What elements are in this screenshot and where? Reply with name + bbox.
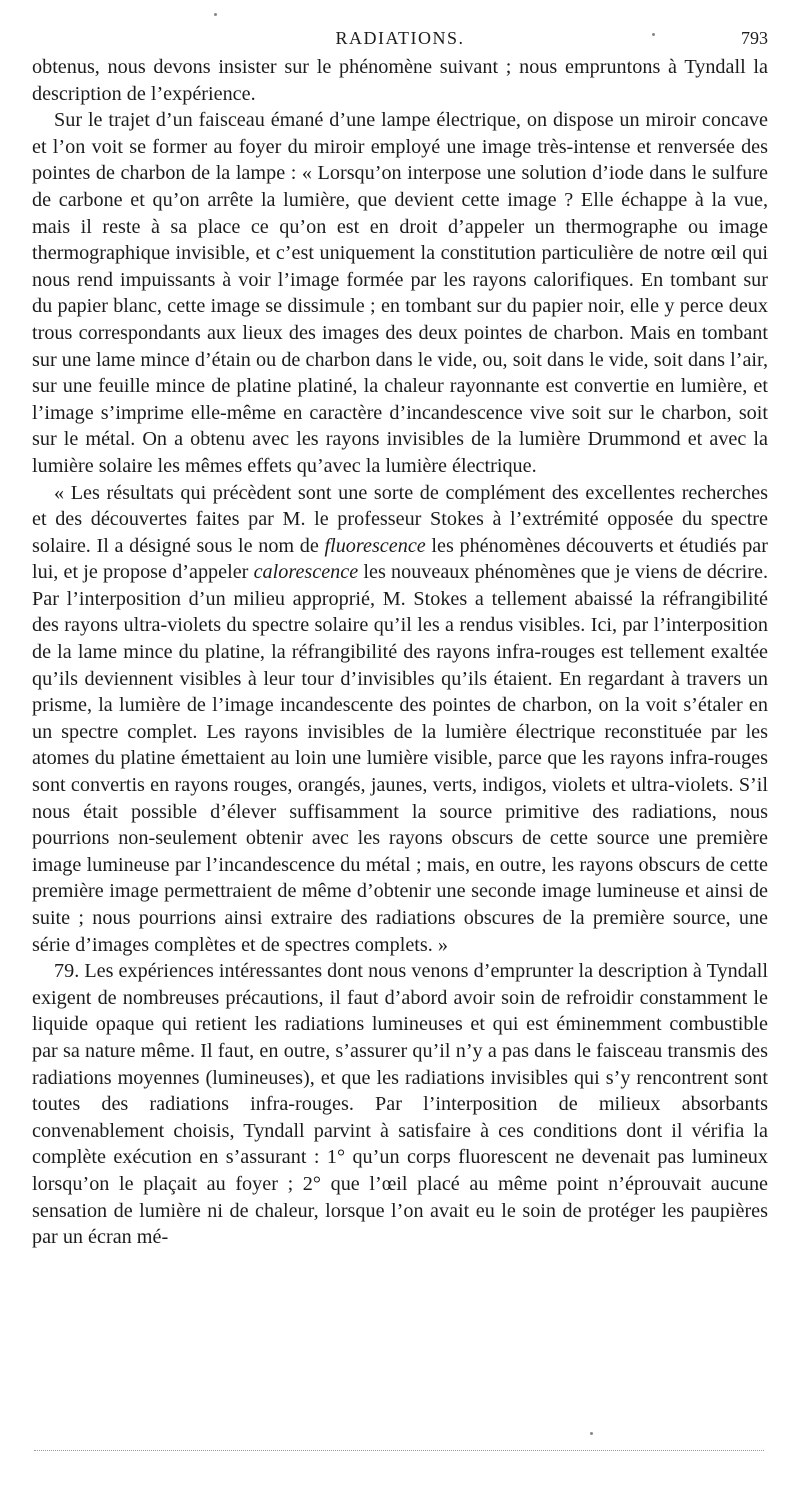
book-page (32, 26, 768, 1251)
term-fluorescence: fluorescence (324, 534, 426, 557)
print-speck (590, 1432, 593, 1435)
page-number: 793 (741, 28, 768, 48)
quote-text-part-3: les nouveaux phénomènes que je viens de décrire. Par l’interposition d’un milieu approprié, M. Stokes a tellement abaissé la réfrangibilité des rayons ultra-violets du spectre solaire qu’il les a rendus visibles. Ici, par l’interposition de la lame mince du platine, la réfrangibilité des rayons infra-rouges est tellement exaltée qu’ils deviennent visibles à leur tour d’invisibles qu’ils étaient. En regardant à travers un prisme, la lumière de l’image incandescente des pointes de charbon, on la voit s’étaler en un spectre complet. Les rayons invisibles de la lumière électrique reconstituée par les atomes du platine émettaient au loin une lumière visible, parce que les rayons infra-rouges sont convertis en rayons rouges, orangés, jaunes, verts, indigos, violets et ultra-violets. S’il nous était possible d’élever suffisamment la source primitive des radiations, nous pourrions non-seulement obtenir avec les rayons obscurs de cette source une première image lumineuse par l’incandescence du métal ; mais, en outre, les rayons obscurs de cette première image permettraient de même d’obtenir une seconde image lumineuse et ainsi de suite ; nous pourrions ainsi extraire des radiations obscures de la première source, une série d’images complètes et de spectres complets. » (32, 561, 768, 956)
term-calorescence: calorescence (253, 561, 359, 584)
paragraph-tyndall-quote (32, 480, 768, 959)
quote-text-part-1: « Les résultats qui précèdent sont une sorte de complément des excellentes recherches et des découvertes faites par M. le professeur Stokes à l’extrémité opposée du spectre solaire. Il a désigné sous le nom de (32, 481, 768, 557)
bottom-bleed-through (34, 1450, 764, 1451)
paragraph-continuation: obtenus, nous devons insister sur le phénomène suivant ; nous empruntons à Tyndall la description de l’expérience. (32, 56, 768, 105)
page-header (32, 26, 768, 54)
print-speck (652, 33, 655, 36)
running-title: RADIATIONS. (335, 28, 465, 48)
quote-text-part-2: les phénomènes découverts et étudiés par lui, et je propose d’appeler (32, 534, 768, 584)
paragraph-section-79: 79. Les expériences intéressantes dont nous venons d’emprunter la description à Tyndall exigent de nombreuses précautions, il faut d’abord avoir soin de refroidir constamment le liquide opaque qui retient les radiations lumineuses et qui est éminemment combustible par sa nature même. Il faut, en outre, s’assurer qu’il n’y a pas dans le faisceau transmis des radiations moyennes (lumineuses), et que les radiations invisibles qui s’y rencontrent sont toutes des radiations infra-rouges. Par l’interposition de milieux absorbants convenablement choisis, Tyndall parvint à satisfaire à ces conditions dont il vérifia la complète exécution en s’assurant : 1° qu’un corps fluorescent ne devenait pas lumineux lorsqu’on le plaçait au foyer ; 2° que l’œil placé au même point n’éprouvait aucune sensation de lumière ni de chaleur, lorsque l’on avait eu le soin de protéger les paupières par un écran mé- (32, 960, 768, 1249)
paragraph-experiment: Sur le trajet d’un faisceau émané d’une lampe électrique, on dispose un miroir concave et l’on voit se former au foyer du miroir employé une image très-intense et renversée des pointes de charbon de la lampe : « Lorsqu’on interpose une solution d’iode dans le sulfure de carbone et qu’on arrête la lumière, que devient cette image ? Elle échappe à la vue, mais il reste à sa place ce qu’on est en droit d’appeler un thermographe ou image thermographique invisible, et c’est uniquement la constitution particulière de notre œil qui nous rend impuissants à voir l’image formée par les rayons calorifiques. En tombant sur du papier blanc, cette image se dissimule ; en tombant sur du papier noir, elle y perce deux trous correspondants aux lieux des images des deux pointes de charbon. Mais en tombant sur une lame mince d’étain ou de charbon dans le vide, ou, soit dans le vide, soit dans l’air, sur une feuille mince de platine platiné, la chaleur rayonnante est convertie en lumière, et l’image s’imprime elle-même en caractère d’incandescence vive soit sur le charbon, soit sur le métal. On a obtenu avec les rayons invisibles de la lumière Drummond et avec la lumière solaire les mêmes effets qu’avec la lumière électrique. (32, 109, 768, 477)
print-speck (214, 13, 217, 16)
